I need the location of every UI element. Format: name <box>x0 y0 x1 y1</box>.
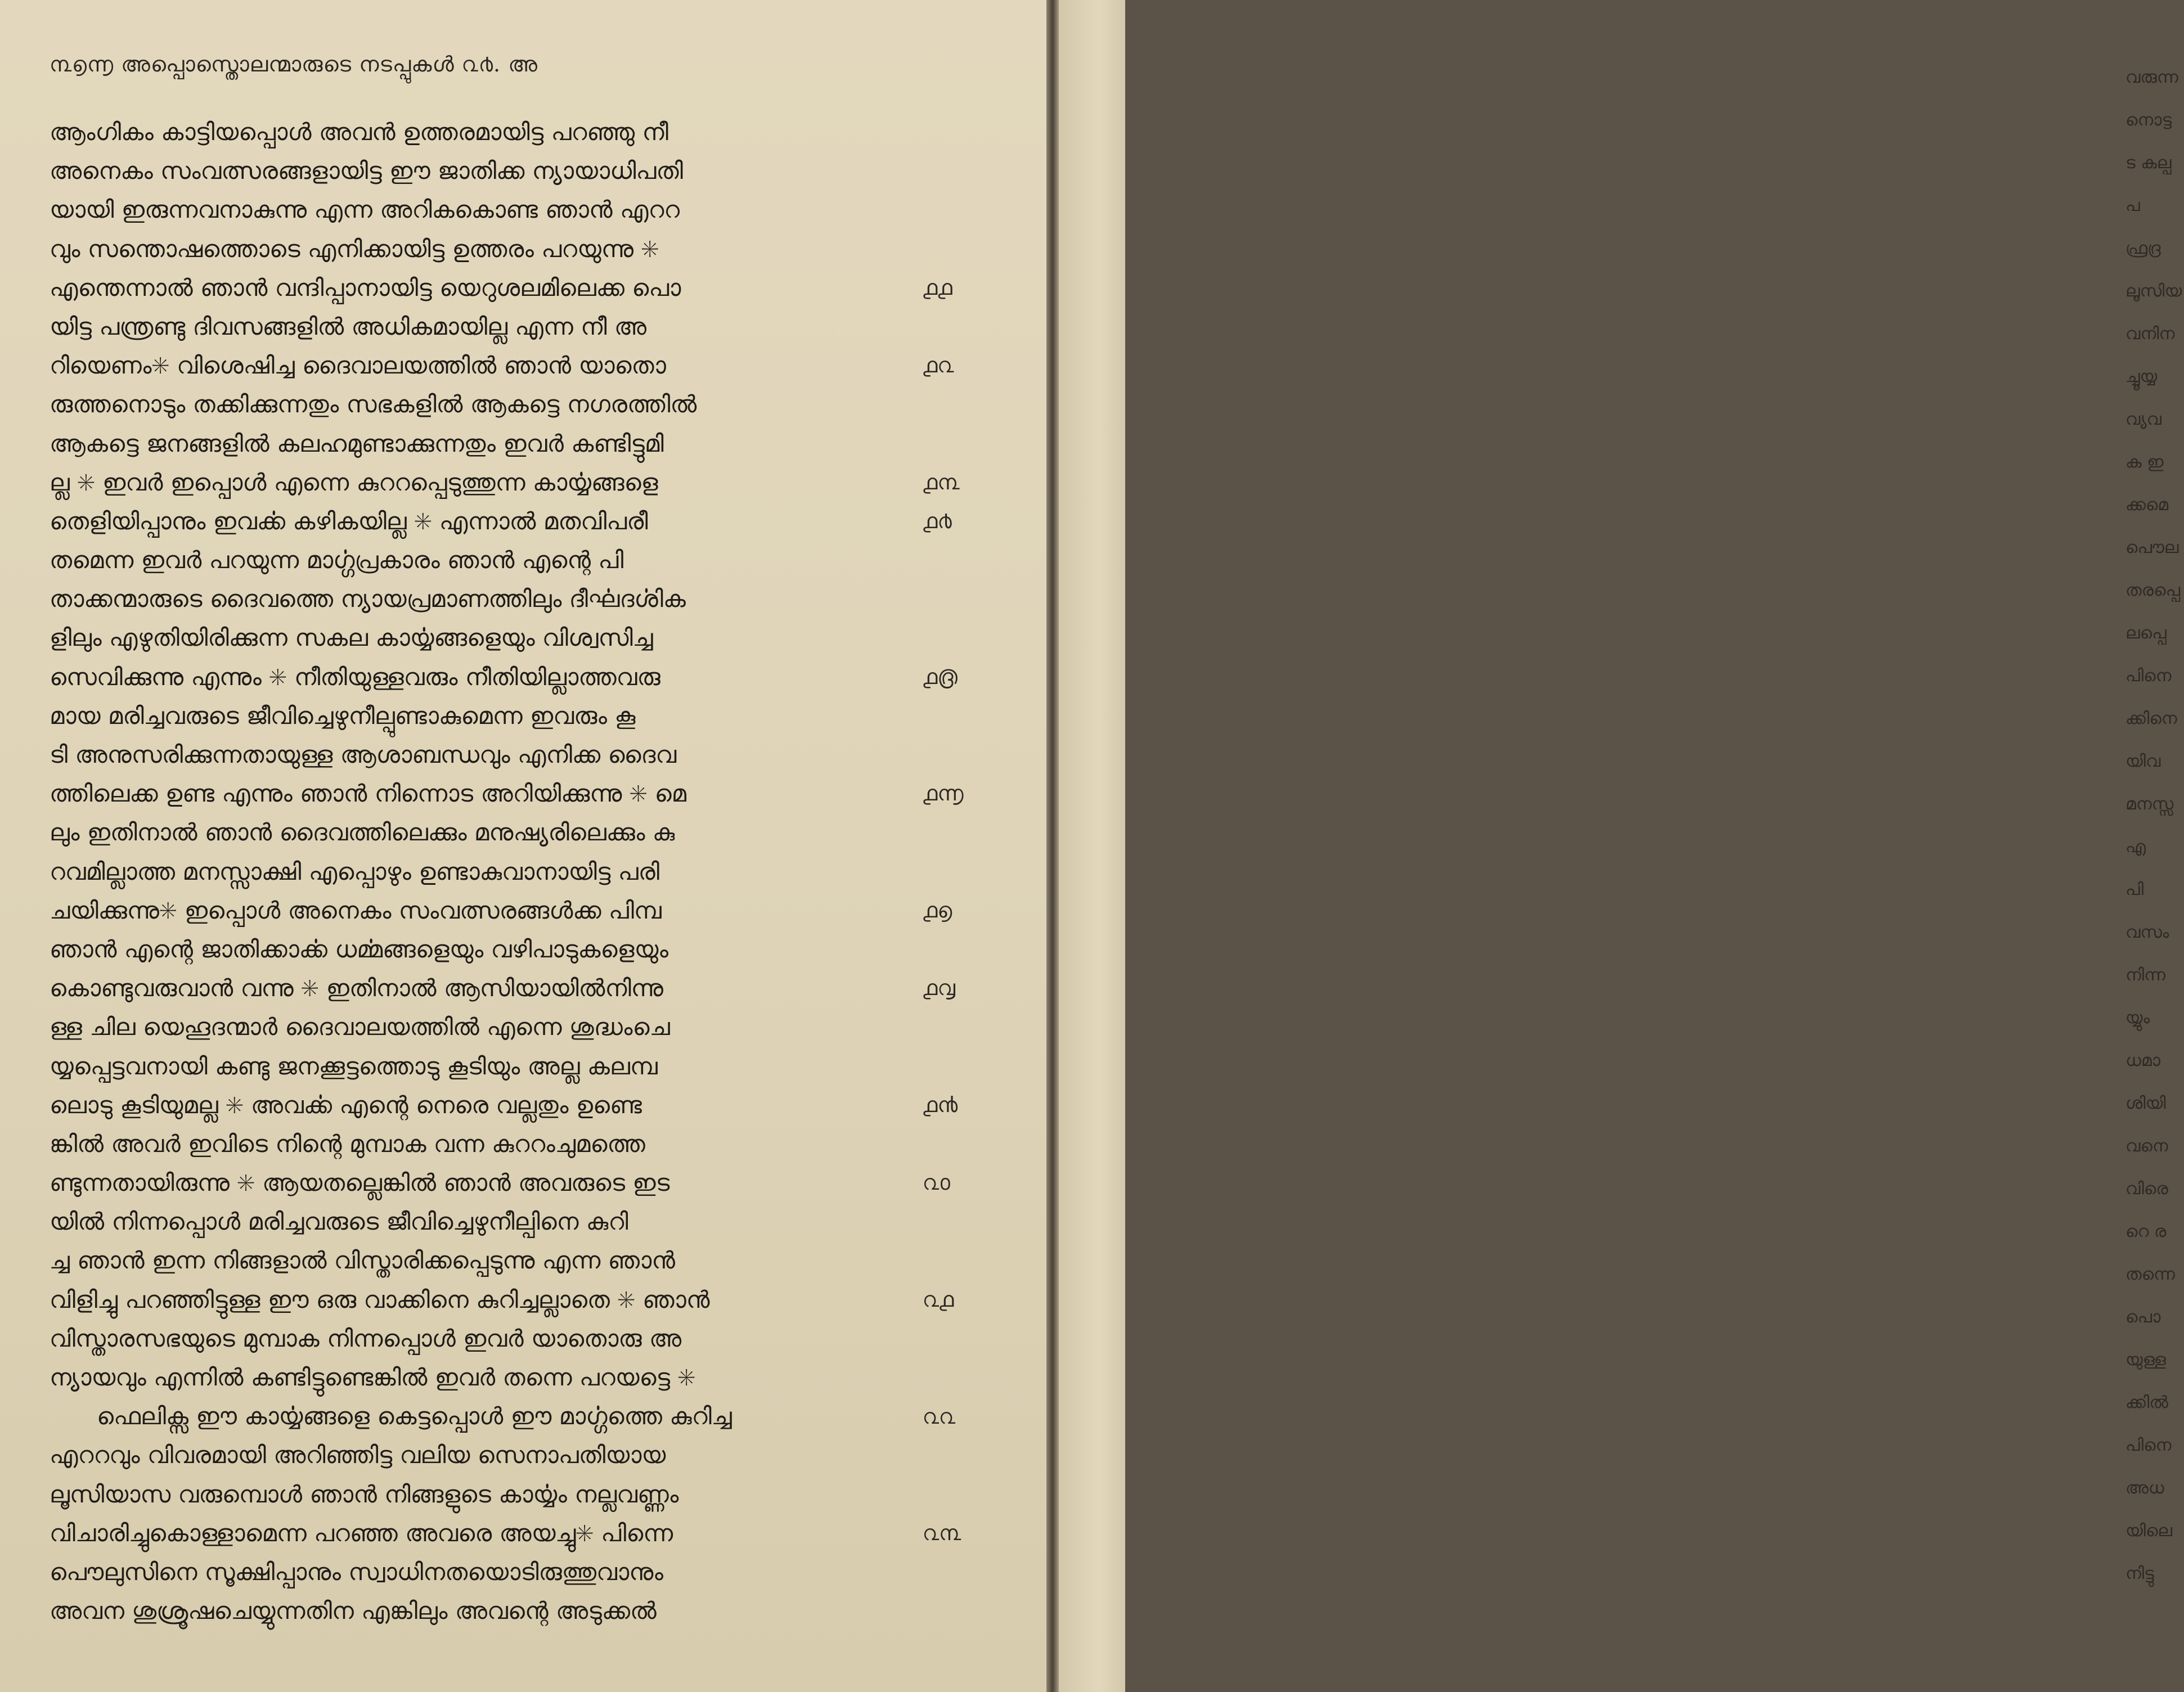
text-line: അനെകം സംവത്സരങ്ങളായിട്ട ഈ ജാതിക്ക ന്യായാധിപതി <box>50 157 683 185</box>
adjacent-page-fragment: വരുന്ന <box>2125 68 2178 87</box>
adjacent-page-fragment: ശിയി <box>2125 1094 2166 1113</box>
verse-number: ൧൬ <box>923 781 964 806</box>
text-line: ല്ല ✳ ഇവർ ഇപ്പൊൾ എന്നെ കുററപ്പെടുത്തുന്ന കാൎയ്യങ്ങളെ <box>50 468 658 496</box>
verse-number: ൧൭ <box>923 898 952 922</box>
text-line: കൊണ്ടുവരുവാൻ വന്നു ✳ ഇതിനാൽ ആസിയായിൽനിന്നു <box>50 974 664 1002</box>
adjacent-page-fragment: ലപ്പെ <box>2125 623 2167 643</box>
adjacent-page-fragment: ക ഇ <box>2125 452 2164 472</box>
book-gutter <box>1046 0 1059 1692</box>
adjacent-page-fragment: ധമാ <box>2125 1051 2160 1070</box>
text-line: ത്തിലെക്ക ഉണ്ട എന്നും ഞാൻ നിന്നൊട അറിയിക്കുന്നു ✳ മെ <box>50 780 687 808</box>
verse-number: ൨൨ <box>923 1403 956 1429</box>
verse-number: ൧൪ <box>923 508 952 533</box>
adjacent-page-fragment: വനിന <box>2125 324 2175 344</box>
text-line: റവമില്ലാത്ത മനസ്സാക്ഷി എപ്പൊഴും ഉണ്ടാകുവാനായിട്ട പരി <box>50 857 660 885</box>
text-line: ലൊടു കൂടിയുമല്ല ✳ അവൎക്ക എന്റെ നെരെ വല്ലതും ഉണ്ടെ <box>50 1091 642 1119</box>
adjacent-page-fragment: ലൂസിയ <box>2125 281 2182 301</box>
text-line: എററവും വിവരമായി അറിഞ്ഞിട്ട വലിയ സെനാപതിയായ <box>50 1441 666 1469</box>
adjacent-page-edge <box>1059 0 2182 1692</box>
text-line: തെളിയിപ്പാനും ഇവൎക്ക കഴികയില്ല ✳ എന്നാൽ മതവിപരീ <box>50 507 648 535</box>
adjacent-page-fragment: ക്കിൽ <box>2125 1393 2168 1412</box>
adjacent-page-fragment: പി <box>2125 880 2144 899</box>
text-line: യിട്ട പന്ത്രണ്ടു ദിവസങ്ങളിൽ അധികമായില്ല എന്ന നീ അ <box>50 312 647 340</box>
adjacent-page-fragment: യ്യും <box>2125 1008 2150 1028</box>
adjacent-page-fragment: മനസ്സ <box>2125 794 2174 814</box>
adjacent-page-fragment: തരപ്പെ <box>2125 580 2181 600</box>
adjacent-page-fragment: ഫ്രദ്ര <box>2125 238 2161 258</box>
adjacent-page-fragment: പിനെ <box>2125 666 2172 686</box>
adjacent-page-fragment: പിനെ <box>2125 1436 2172 1455</box>
verse-number: ൨൩ <box>923 1520 961 1546</box>
verse-number: ൧൯ <box>923 1092 958 1117</box>
adjacent-page-fragment: യുള്ള <box>2125 1350 2167 1370</box>
text-line: ലും ഇതിനാൽ ഞാൻ ദൈവത്തിലെക്കും മനുഷ്യരിലെക്കും കു <box>50 818 675 847</box>
adjacent-page-fragment: നിട്ടു <box>2125 1564 2154 1583</box>
text-line: തമെന്ന ഇവർ പറയുന്ന മാൎഗ്ഗപ്രകാരം ഞാൻ എന്റെ പി <box>50 546 624 574</box>
text-line: യ്യപ്പെട്ടവനായി കണ്ടു ജനക്കൂട്ടത്തൊടു കൂടിയും അല്ല കലമ്പ <box>50 1052 658 1080</box>
text-line: ചയിക്കുന്നു✳ ഇപ്പൊൾ അനെകം സംവത്സരങ്ങൾക്ക പിമ്പ <box>50 896 662 924</box>
verse-number: ൧൮ <box>923 975 955 1001</box>
text-line: എന്തെന്നാൽ ഞാൻ വന്ദിപ്പാനായിട്ട യെറുശലമിലെക്ക പൊ <box>50 273 681 302</box>
adjacent-page-fragment: റെ ര <box>2125 1222 2167 1241</box>
text-line: വിചാരിച്ചുകൊള്ളാമെന്ന പറഞ്ഞ അവരെ അയച്ചു✳ പിന്നെ <box>50 1519 673 1547</box>
adjacent-page-fragment: അധ <box>2125 1478 2164 1498</box>
adjacent-page-fragment: വ്യവ <box>2125 410 2161 429</box>
adjacent-page-fragment: പൌല <box>2125 538 2179 557</box>
adjacent-page-fragment: ച്ചൂയ്യ <box>2125 367 2158 386</box>
adjacent-page-fragment: പ <box>2125 196 2140 215</box>
text-line: പൌലുസിനെ സൂക്ഷിപ്പാനും സ്വാധിനതയൊടിരുത്തുവാനും <box>50 1558 663 1586</box>
text-line: ഞാൻ എന്റെ ജാതിക്കാൎക്ക ധൎമ്മങ്ങളെയും വഴിപാടുകളെയും <box>50 935 669 963</box>
text-line: വിളിച്ചു പറഞ്ഞിട്ടുള്ള ഈ ഒരു വാക്കിനെ കുറിച്ചല്ലാതെ ✳ ഞാൻ <box>50 1285 710 1313</box>
verse-number: ൧൧ <box>923 274 952 300</box>
running-header: ൩൭൬ അപ്പൊസ്തൊലന്മാരുടെ നടപ്പുകൾ ൨൪. അ <box>50 52 538 76</box>
text-line: അവന ശുശ്രൂഷചെയ്യുന്നതിന എങ്കിലും അവന്റെ അടുക്കൽ <box>50 1597 657 1625</box>
text-line: ആംഗികം കാട്ടിയപ്പൊൾ അവൻ ഉത്തരമായിട്ട പറഞ്ഞു നീ <box>50 118 668 146</box>
adjacent-page-fragment: വിരെ <box>2125 1179 2168 1199</box>
text-line: ളിലും എഴുതിയിരിക്കുന്ന സകല കാൎയ്യങ്ങളെയും വിശ്വസിച്ച <box>50 624 653 652</box>
adjacent-page-fragment: യിലെ <box>2125 1521 2173 1541</box>
adjacent-page-fragment: എ <box>2125 837 2146 857</box>
text-line: ണ്ടുന്നതായിരുന്നു ✳ ആയതല്ലെങ്കിൽ ഞാൻ അവരുടെ ഇട <box>50 1169 670 1197</box>
text-line: രുത്തനൊടും തക്കിക്കുന്നതും സഭകളിൽ ആകട്ടെ നഗരത്തിൽ <box>50 390 697 418</box>
body-text <box>50 112 927 1630</box>
text-line: ന്യായവും എന്നിൽ കണ്ടിട്ടുണ്ടെങ്കിൽ ഇവർ തന്നെ പറയട്ടെ ✳ <box>50 1364 695 1391</box>
text-line: ള്ള ചില യെഹൂദന്മാർ ദൈവാലയത്തിൽ എന്നെ ശുദ്ധംചെ <box>50 1013 670 1041</box>
text-line: ടി അനുസരിക്കുന്നതായുള്ള ആശാബന്ധവും എനിക്ക ദൈവ <box>50 741 677 768</box>
text-line: വും സന്തൊഷത്തൊടെ എനിക്കായിട്ട ഉത്തരം പറയുന്നു ✳ <box>50 235 659 263</box>
adjacent-page-fragment: പൊ <box>2125 1307 2161 1327</box>
adjacent-page-fragment: തന്നെ <box>2125 1264 2175 1284</box>
adjacent-page-fragment: വസം <box>2125 922 2169 942</box>
adjacent-page-fragment: ട കല്പ <box>2125 153 2172 173</box>
verse-number: ൨൧ <box>923 1287 954 1312</box>
text-line: മായ മരിച്ചവരുടെ ജീവിച്ചെഴുനീല്പുണ്ടാകുമെന്ന ഇവരും കൂ <box>50 701 636 730</box>
adjacent-page-fragment: നൊട്ട <box>2125 110 2172 130</box>
text-line: വിസ്താരസഭയുടെ മുമ്പാക നിന്നപ്പൊൾ ഇവർ യാതൊരു അ <box>50 1324 682 1352</box>
adjacent-page-fragment: ക്കമെ <box>2125 495 2169 515</box>
adjacent-page-fragment: ക്കിനെ <box>2125 709 2177 728</box>
verse-number: ൧൨ <box>923 353 954 378</box>
adjacent-page-fragment: യിവ <box>2125 752 2161 771</box>
text-line: ങ്കിൽ അവർ ഇവിടെ നിന്റെ മുമ്പാക വന്ന കുററംചുമത്തെ <box>50 1130 645 1158</box>
text-line: താക്കന്മാരുടെ ദൈവത്തെ ന്യായപ്രമാണത്തിലും ദീൎഘദൎശിക <box>50 585 686 613</box>
verse-number: ൨൦ <box>923 1170 950 1195</box>
left-page <box>0 0 1046 1692</box>
text-line: യായി ഇരുന്നവനാകുന്നു എന്ന അറികകൊണ്ട ഞാൻ എററ <box>50 196 680 224</box>
text-line: സെവിക്കുന്നു എന്നും ✳ നീതിയുള്ളവരും നീതിയില്ലാത്തവരു <box>50 663 660 691</box>
verse-number: ൧൩ <box>923 469 960 494</box>
adjacent-page-fragment: നിന്ന <box>2125 965 2165 985</box>
text-line: റിയെണം✳ വിശെഷിച്ച ദൈവാലയത്തിൽ ഞാൻ യാതൊ <box>50 352 666 380</box>
text-line: ച്ച ഞാൻ ഇന്ന നിങ്ങളാൽ വിസ്താരിക്കപ്പെടുന്നു എന്ന ഞാൻ <box>50 1246 676 1275</box>
text-line: യിൽ നിന്നപ്പൊൾ മരിച്ചവരുടെ ജീവിച്ചെഴുനീല്പിനെ കുറി <box>50 1208 628 1236</box>
adjacent-page-fragment: വനെ <box>2125 1136 2168 1156</box>
text-line: ലൂസിയാസ വരുമ്പൊൾ ഞാൻ നിങ്ങളുടെ കാൎയ്യം നല്ലവണ്ണം <box>50 1480 679 1508</box>
verse-number: ൧൫ <box>923 664 958 689</box>
text-line: ആകട്ടെ ജനങ്ങളിൽ കലഹമുണ്ടാക്കുന്നതും ഇവർ കണ്ടിട്ടുമി <box>50 429 664 457</box>
text-line: ഫെലിക്സ ഈ കാൎയ്യങ്ങളെ കെട്ടപ്പൊൾ ഈ മാൎഗ്ഗത്തെ കുറിച്ച <box>97 1402 732 1430</box>
